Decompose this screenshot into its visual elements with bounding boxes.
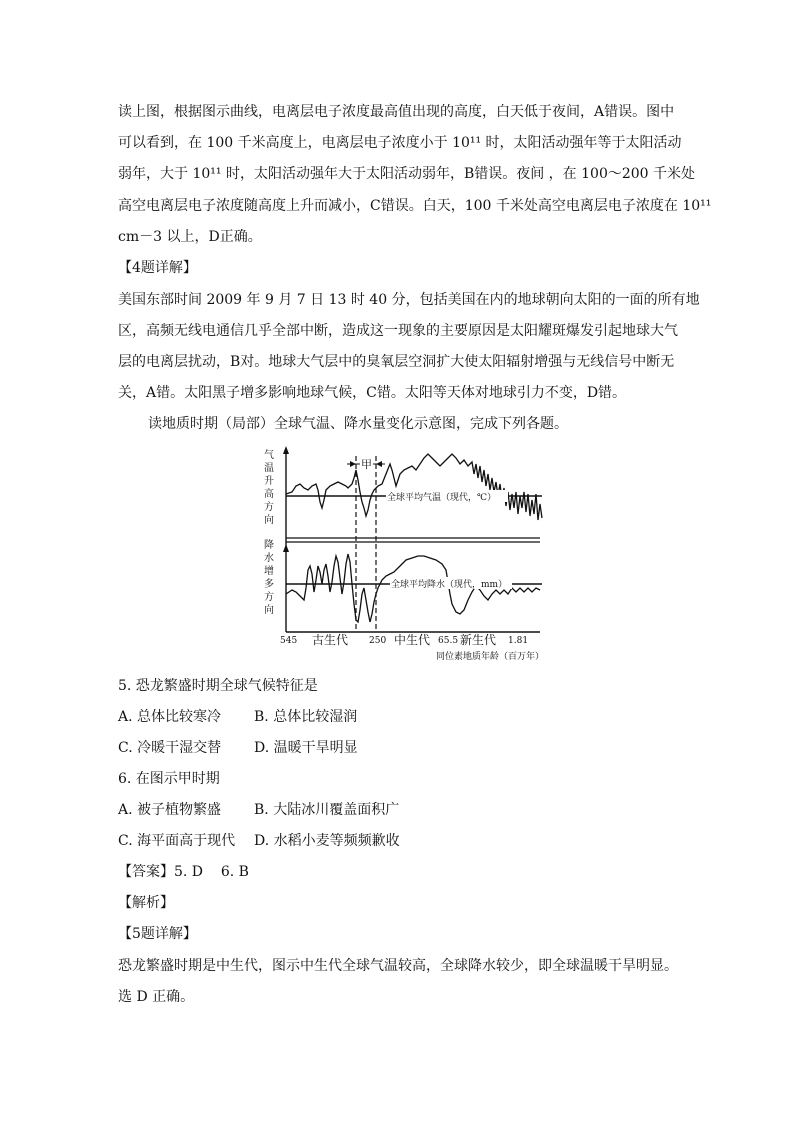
paragraph2-line-3: 层的电离层扰动，B对。地球大气层中的臭氧层空洞扩大使太阳辐射增强与无线信号中断无 <box>118 354 675 370</box>
figure-intro: 读地质时期（局部）全球气温、降水量变化示意图，完成下列各题。 <box>148 416 568 432</box>
q5-option-d[interactable]: D. 温暖干旱明显 <box>254 740 358 756</box>
q6-option-b[interactable]: B. 大陆冰川覆盖面积广 <box>254 802 400 818</box>
q6-option-a[interactable]: A. 被子植物繁盛 <box>118 802 222 818</box>
precip-axis-label: 降水增多方向 <box>264 540 274 616</box>
era-paleozoic: 古生代 <box>312 633 349 647</box>
paragraph2-line-4: 关，A错。太阳黑子增多影响地球气候，C错。太阳等天体对地球引力不变，D错。 <box>118 385 627 401</box>
paragraph2-line-1: 美国东部时间 2009 年 9 月 7 日 13 时 40 分，包括美国在内的地球朝向太阳的一面的所有地 <box>118 292 700 308</box>
q5-stem: 5. 恐龙繁盛时期全球气候特征是 <box>118 678 318 694</box>
temperature-curve <box>286 454 542 520</box>
era-mesozoic: 中生代 <box>394 633 431 647</box>
q5-option-b[interactable]: B. 总体比较湿润 <box>254 709 358 725</box>
tick-250: 250 <box>369 636 387 646</box>
temp-reference-label: 全球平均气温（现代，℃） <box>387 493 497 503</box>
q5-option-c[interactable]: C. 冷暖干湿交替 <box>118 740 222 756</box>
paragraph3-line-2: 选 D 正确。 <box>118 989 195 1005</box>
analysis-heading: 【解析】 <box>118 895 174 911</box>
time-axis-label: 同位素地质年龄（百万年） <box>436 652 545 662</box>
q5-heading: 【5题详解】 <box>118 926 197 942</box>
q5-option-a[interactable]: A. 总体比较寒冷 <box>118 709 222 725</box>
vertical-axis-arrow-bottom <box>283 544 289 552</box>
era-cenozoic: 新生代 <box>460 633 497 647</box>
paragraph1-line-5: cm－3 以上，D正确。 <box>118 229 262 245</box>
temp-axis-label: 气温升高方向 <box>264 450 274 526</box>
vertical-axis-arrow-top <box>283 446 289 454</box>
answer-line: 【答案】5. D 6. B <box>118 864 249 880</box>
tick-1-81: 1.81 <box>508 636 529 646</box>
q6-option-d[interactable]: D. 水稻小麦等频频歉收 <box>254 833 400 849</box>
tick-65-5: 65.5 <box>438 636 459 646</box>
tick-545: 545 <box>280 636 298 646</box>
paragraph2-line-2: 区，高频无线电通信几乎全部中断，造成这一现象的主要原因是太阳耀斑爆发引起地球大气 <box>118 323 678 339</box>
period-arrow-left <box>350 461 356 467</box>
period-arrow-right <box>376 461 382 467</box>
q6-stem: 6. 在图示甲时期 <box>118 771 220 787</box>
climate-chart-svg <box>252 444 552 664</box>
paragraph1-line-2: 可以看到，在 100 千米高度上，电离层电子浓度小于 10¹¹ 时，太阳活动强年等于太阳活动 <box>118 135 682 151</box>
paragraph1-line-3: 弱年，大于 10¹¹ 时，太阳活动强年大于太阳活动弱年，B错误。夜间 ，在 100～200 千米处 <box>118 166 696 182</box>
precip-reference-label: 全球平均降水（现代，mm） <box>391 580 508 590</box>
paragraph1-line-1: 读上图，根据图示曲线，电离层电子浓度最高值出现的高度，白天低于夜间，A错误。图中 <box>118 104 675 120</box>
q4-heading: 【4题详解】 <box>118 260 197 276</box>
paragraph1-line-4: 高空电离层电子浓度随高度上升而减小，C错误。白天，100 千米处高空电离层电子浓度在 10¹¹ <box>118 198 712 214</box>
period-marker-label: 甲 <box>361 458 372 471</box>
climate-figure <box>252 444 552 664</box>
q6-option-c[interactable]: C. 海平面高于现代 <box>118 833 236 849</box>
paragraph3-line-1: 恐龙繁盛时期是中生代，图示中生代全球气温较高，全球降水较少，即全球温暖干旱明显。 <box>118 958 678 974</box>
